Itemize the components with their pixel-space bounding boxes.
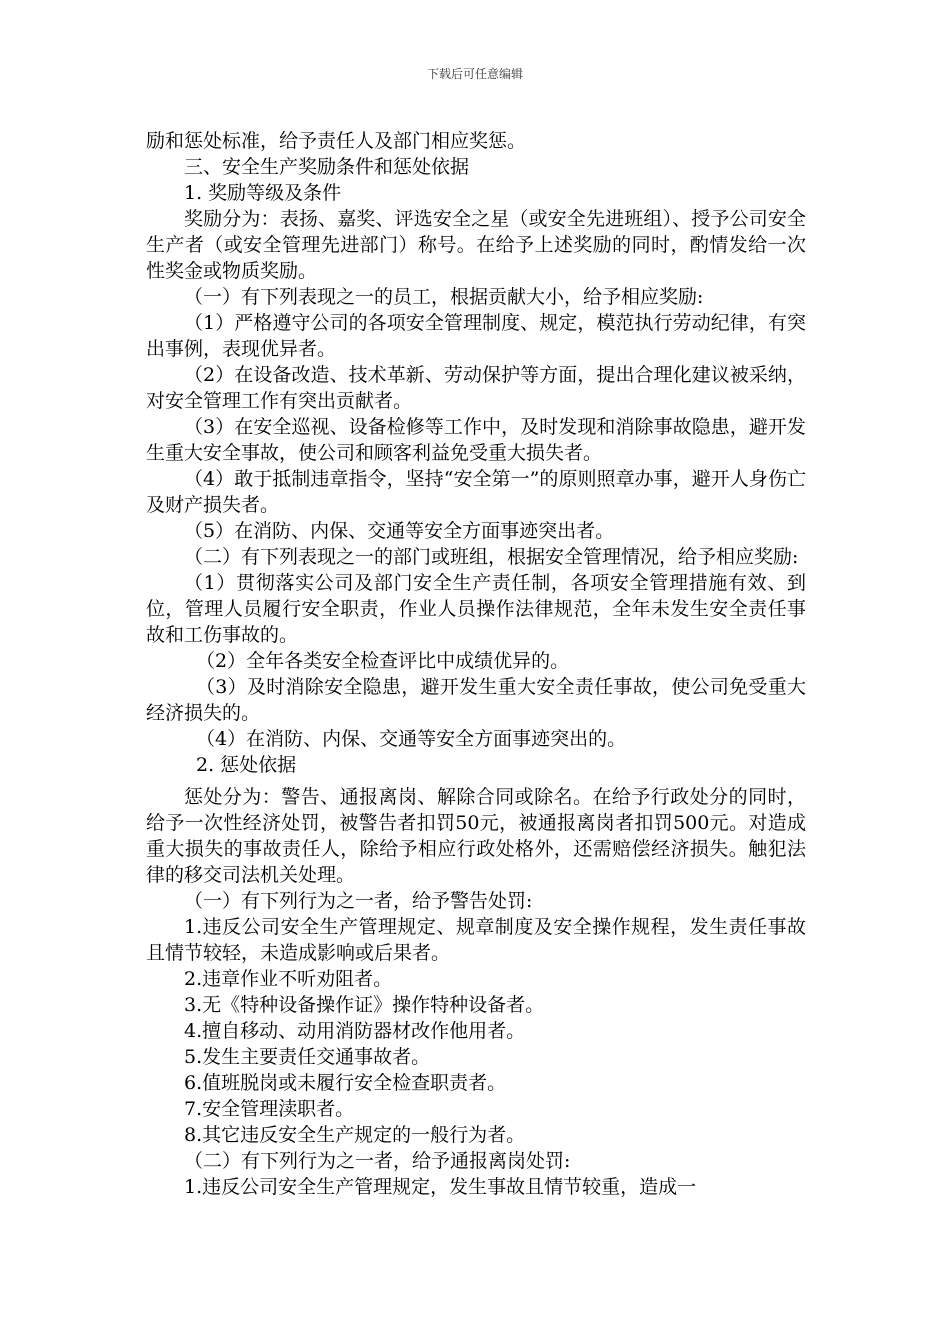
subsection-heading: 2. 惩处依据: [196, 754, 297, 776]
list-item: 6.值班脱岗或未履行安全检查职责者。: [184, 1072, 507, 1094]
list-item: 5.发生主要责任交通事故者。: [184, 1046, 431, 1068]
list-item: （3）及时消除安全隐患，避开发生重大安全责任事故，使公司免受重大经济损失的。: [146, 676, 806, 724]
paragraph: 励和惩处标准，给予责任人及部门相应奖惩。: [146, 130, 527, 152]
list-item: （4）敢于抵制违章指令，坚持“安全第一”的原则照章办事，避开人身伤亡及财产损失者。: [146, 468, 806, 516]
list-item: （1）贯彻落实公司及部门安全生产责任制，各项安全管理措施有效、到位，管理人员履行安全职责，作业人员操作法律规范，全年未发生安全责任事故和工伤事故的。: [146, 572, 806, 646]
list-item: 8.其它违反安全生产规定的一般行为者。: [184, 1124, 526, 1146]
paragraph: 惩处分为：警告、通报离岗、解除合同或除名。在给予行政处分的同时，给予一次性经济处罚，被警告者扣罚50元，被通报离岗者扣罚500元。对造成重大损失的事故责任人，除给予相应行政处格外，还需赔偿经济损失。触犯法律的移交司法机关处理。: [146, 786, 806, 886]
list-item: （4）在消防、内保、交通等安全方面事迹突出的。: [196, 728, 627, 750]
subsection-heading: 1. 奖励等级及条件: [184, 182, 342, 204]
page-header: 下载后可任意编辑: [426, 67, 523, 81]
list-item: 4.擅自移动、动用消防器材改作他用者。: [184, 1020, 526, 1042]
paragraph: 奖励分为：表扬、嘉奖、评选安全之星（或安全先进班组）、授予公司安全生产者（或安全管理先进部门）称号。在给予上述奖励的同时，酌情发给一次性奖金或物质奖励。: [146, 208, 806, 282]
list-item: （5）在消防、内保、交通等安全方面事迹突出者。: [184, 520, 615, 542]
paragraph: （一）有下列表现之一的员工，根据贡献大小，给予相应奖励:: [184, 286, 704, 308]
list-item: 3.无《特种设备操作证》操作特种设备者。: [184, 994, 545, 1016]
list-item: （3）在安全巡视、设备检修等工作中，及时发现和消除事故隐患，避开发生重大安全事故，使公司和顾客利益免受重大损失者。: [146, 416, 806, 464]
paragraph: （一）有下列行为之一者，给予警告处罚:: [184, 890, 533, 912]
list-item: （2）全年各类安全检查评比中成绩优异的。: [196, 650, 570, 672]
document-body: [146, 128, 806, 1200]
list-item: （1）严格遵守公司的各项安全管理制度、规定，模范执行劳动纪律，有突出事例，表现优异者。: [146, 312, 806, 360]
list-item: 7.安全管理渎职者。: [184, 1098, 355, 1120]
paragraph: （二）有下列表现之一的部门或班组，根据安全管理情况，给予相应奖励:: [184, 546, 799, 568]
list-item: 2.违章作业不听劝阻者。: [184, 968, 393, 990]
list-item: 1.违反公司安全生产管理规定，发生事故且情节较重，造成一: [184, 1176, 697, 1198]
section-heading: 三、安全生产奖励条件和惩处依据: [184, 156, 470, 178]
paragraph: （二）有下列行为之一者，给予通报离岗处罚:: [184, 1150, 571, 1172]
list-item: 1.违反公司安全生产管理规定、规章制度及安全操作规程，发生责任事故且情节较轻，未造成影响或后果者。: [146, 916, 806, 964]
list-item: （2）在设备改造、技术革新、劳动保护等方面，提出合理化建议被采纳，对安全管理工作有突出贡献者。: [146, 364, 806, 412]
